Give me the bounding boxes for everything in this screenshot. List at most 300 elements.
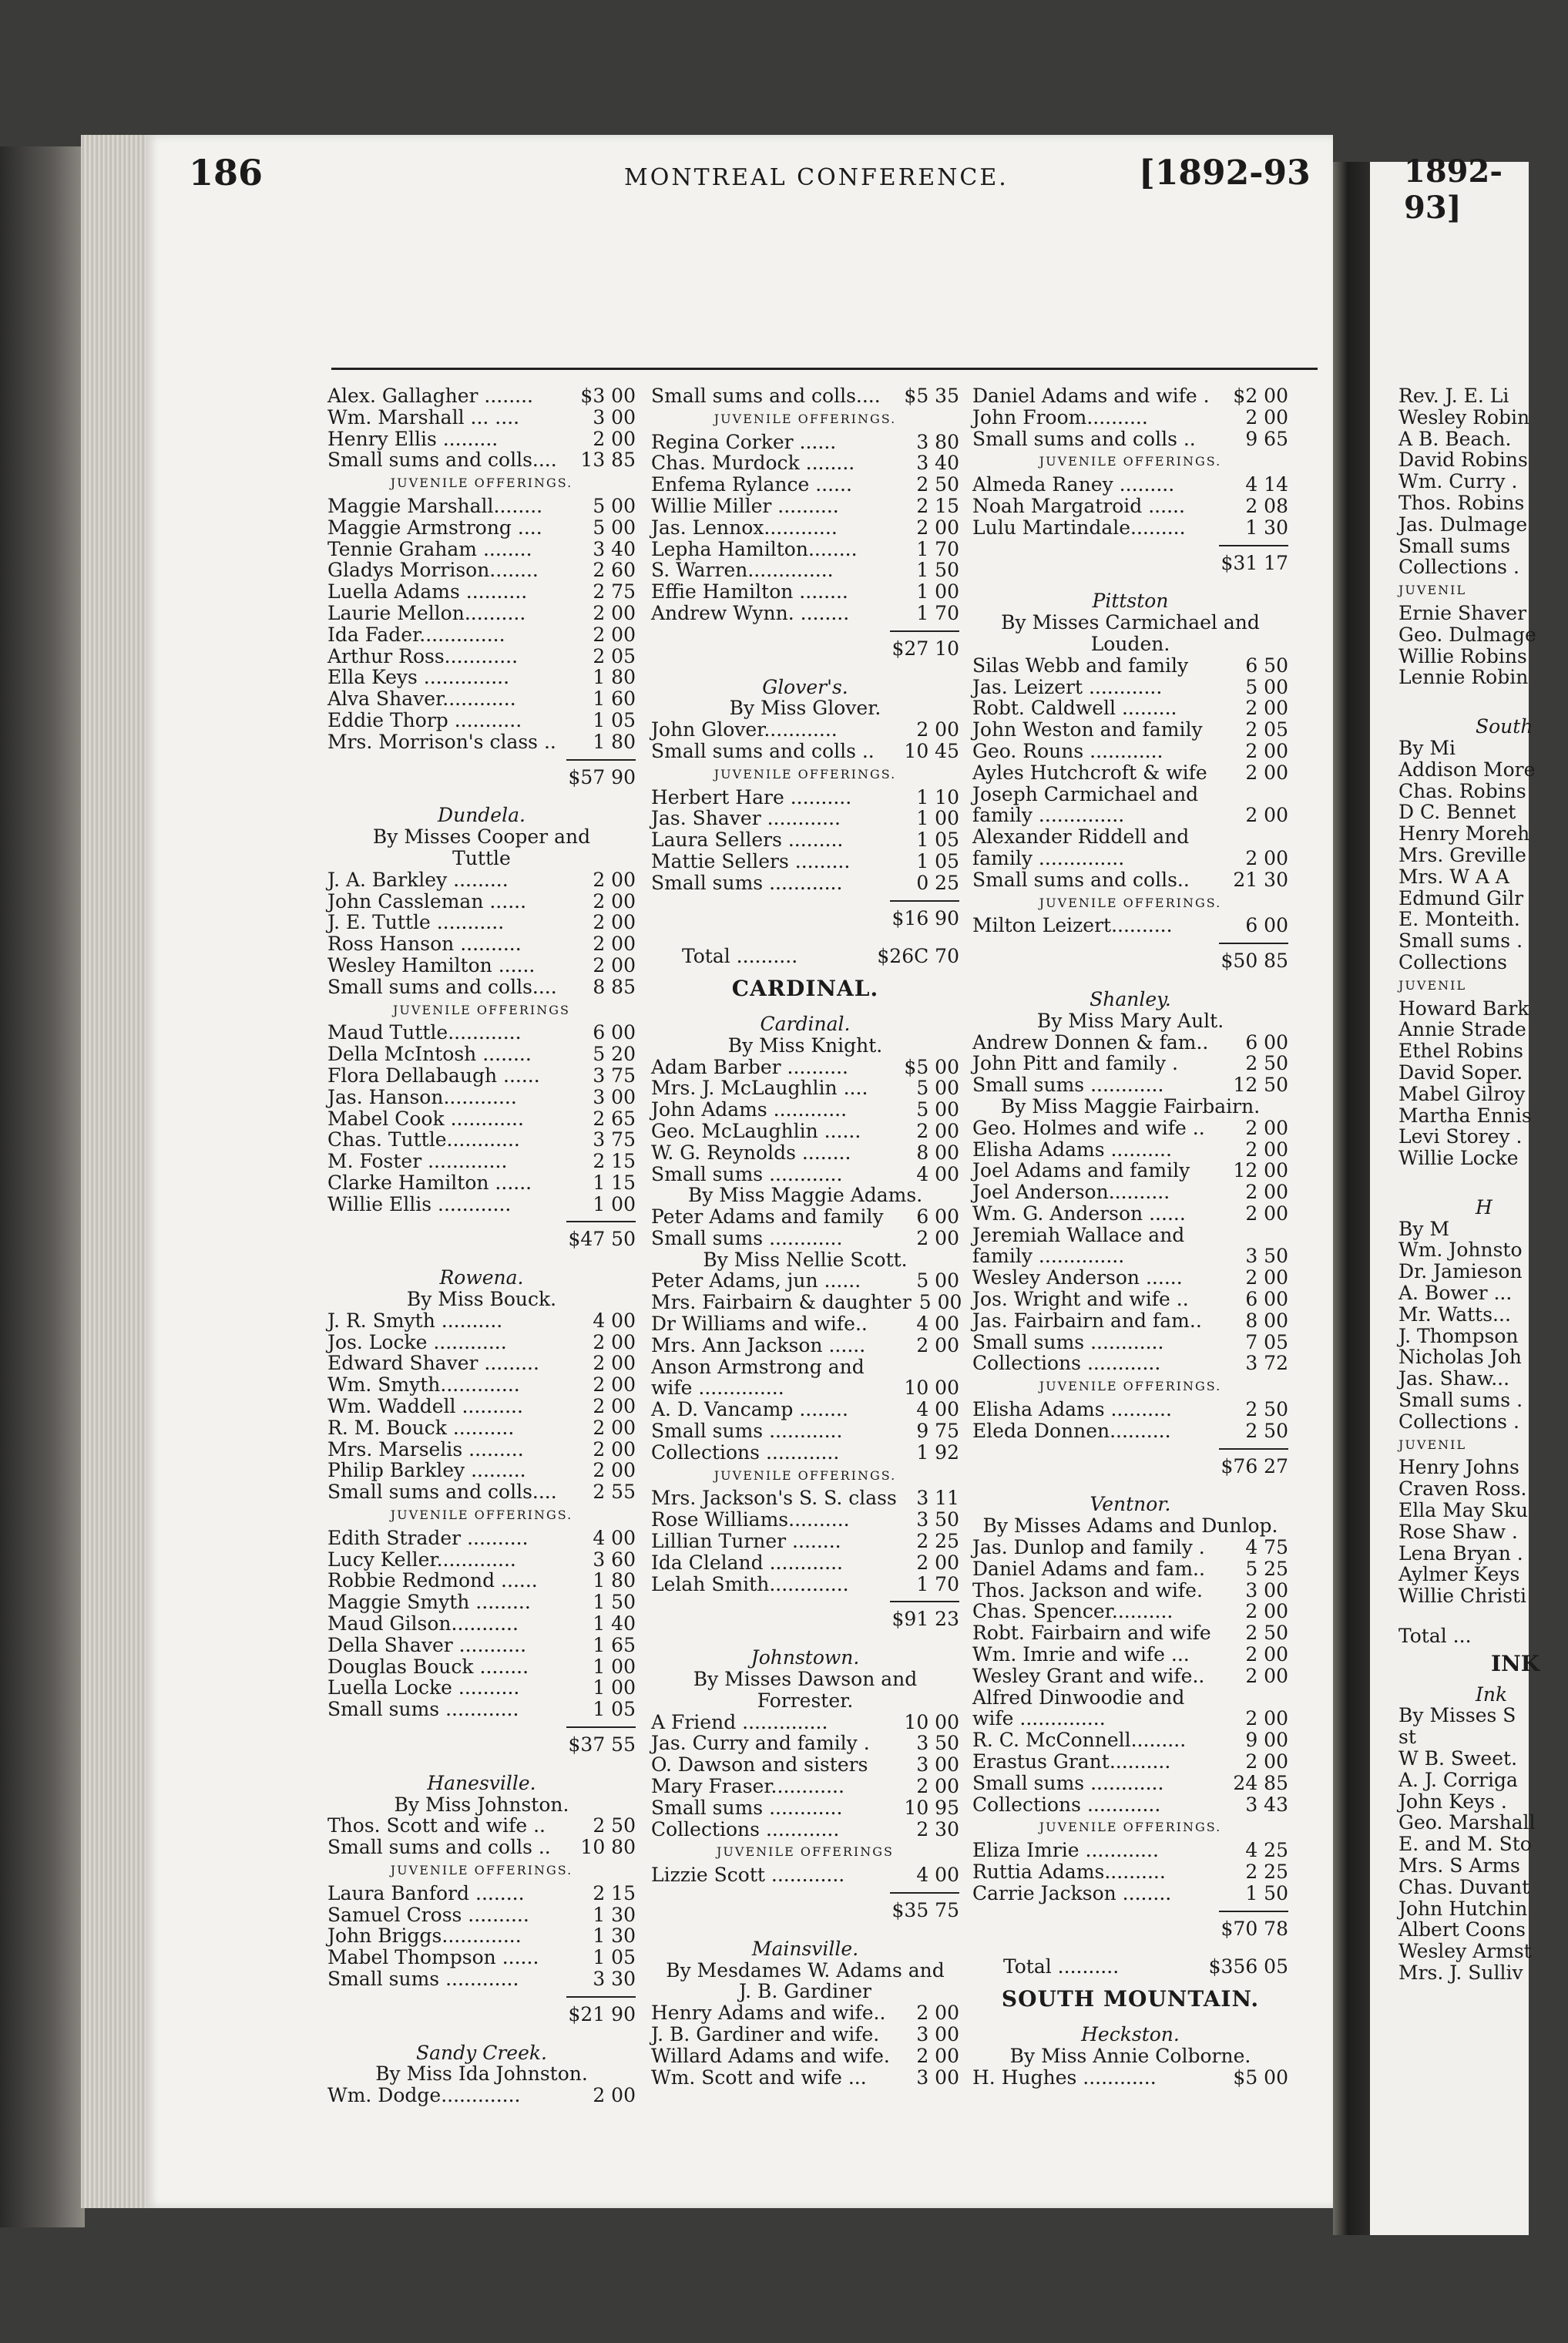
contribution-amount: 3 40 (916, 452, 959, 475)
contribution-amount: 8 00 (1245, 1309, 1288, 1332)
contribution-row (327, 1549, 636, 1571)
collector-line: By Misses Adams and Dunlop. (982, 1514, 1278, 1538)
contribution-row (1398, 1812, 1568, 1834)
contribution-row (1398, 536, 1568, 557)
contributor-name: Lelah Smith............. (651, 1572, 849, 1595)
subtotal: $21 90 (568, 2002, 636, 2025)
contributor-name: Addison More (1398, 758, 1536, 781)
contribution-row (651, 1776, 959, 1797)
contributor-name: Willie Christi (1398, 1585, 1527, 1608)
contributor-name: Wm. G. Anderson ...... (972, 1202, 1186, 1225)
page-gutter (1333, 162, 1370, 2235)
contribution-amount (1560, 407, 1568, 429)
circuit-heading: SOUTH MOUNTAIN. (1001, 1986, 1260, 2012)
contribution-row (1398, 1705, 1568, 1726)
contribution-row (1398, 449, 1568, 471)
contributor-name: Total ... (1398, 1625, 1472, 1648)
contribution-row (972, 1245, 1288, 1267)
contribution-amount (1560, 1812, 1568, 1834)
contributor-name: David Soper. (1398, 1061, 1523, 1084)
contribution-row (327, 891, 636, 913)
contribution-row (327, 407, 636, 429)
subtotal-rule (327, 1726, 636, 1728)
contribution-row (1398, 1919, 1568, 1941)
contribution-amount: 1 70 (916, 537, 959, 560)
contribution-row (972, 1053, 1288, 1074)
contribution-row (651, 829, 959, 851)
contribution-row (1398, 1898, 1568, 1920)
contributor-name: Albert Coons (1398, 1918, 1526, 1941)
right-page-year: 1892-93] (1404, 153, 1503, 226)
contribution-row (327, 1310, 636, 1332)
juvenile-offerings-heading: JUVENILE OFFERINGS. (713, 766, 897, 782)
contribution-amount (1560, 823, 1568, 845)
contribution-row (972, 1708, 1288, 1730)
contributor-name: Mrs. S Arms (1398, 1854, 1520, 1877)
contributor-name: Daniel Adams and fam.. (972, 1557, 1205, 1580)
contributor-name: Geo. Holmes and wife .. (972, 1116, 1205, 1139)
locality-heading: Heckston. (1081, 2022, 1180, 2046)
contributor-name: Wesley Robin (1398, 405, 1530, 429)
contribution-amount (1560, 759, 1568, 781)
contribution-row (1398, 1084, 1568, 1105)
contributor-name: E. and M. Sto (1398, 1833, 1532, 1856)
subtotal-rule (651, 900, 959, 902)
contribution-amount: 5 20 (593, 1043, 636, 1066)
contributor-name: Lulu Martindale......... (972, 516, 1186, 539)
contribution-amount: 1 00 (916, 807, 959, 830)
contribution-amount: 1 70 (916, 601, 959, 624)
contributor-name: Andrew Wynn. ........ (651, 601, 850, 624)
contribution-amount: 2 50 (1245, 1398, 1288, 1421)
contribution-amount: 2 60 (593, 559, 636, 582)
contribution-amount: 1 00 (593, 1192, 636, 1215)
juvenile-offerings-heading: JUVENILE OFFERINGS. (1039, 454, 1222, 469)
contribution-row (1398, 1239, 1568, 1261)
contributor-name: Edith Strader .......... (327, 1526, 529, 1549)
contribution-amount: 5 25 (1245, 1557, 1288, 1580)
running-title: MONTREAL CONFERENCE. (624, 164, 1009, 191)
contribution-amount: 2 00 (916, 516, 959, 539)
contribution-row (972, 1794, 1288, 1816)
contributor-name: John Froom.......... (972, 405, 1148, 429)
juvenile-offerings-heading: JUVENIL (1398, 977, 1467, 993)
contribution-amount: 2 00 (1245, 1664, 1288, 1687)
contribution-amount: 3 50 (916, 1508, 959, 1531)
contributor-name: Elisha Adams .......... (972, 1398, 1172, 1421)
contributor-name: Mrs. Jackson's S. S. class (651, 1487, 897, 1510)
contribution-row (327, 1699, 636, 1720)
contribution-row (1398, 1148, 1568, 1169)
contribution-amount: 2 00 (593, 427, 636, 450)
subtotal: $47 50 (568, 1228, 636, 1251)
contribution-row (651, 808, 959, 829)
contributor-name: Henry Adams and wife.. (651, 2002, 886, 2025)
contributor-name: Small sums and colls.... (327, 449, 557, 472)
contribution-amount: 1 80 (593, 730, 636, 753)
contribution-amount (1560, 556, 1568, 578)
contribution-row (651, 432, 959, 453)
contributor-name: Ella Keys .............. (327, 666, 510, 689)
contribution-row (651, 1228, 959, 1249)
contribution-amount (1560, 449, 1568, 471)
contributor-name: Enfema Rylance ...... (651, 473, 852, 496)
contributor-name: Martha Ennis (1398, 1104, 1532, 1127)
contributor-name: A B. Beach. (1398, 427, 1512, 450)
contribution-row (327, 1837, 636, 1858)
contribution-amount: 2 75 (593, 580, 636, 603)
contribution-amount: 2 50 (1245, 1052, 1288, 1075)
contribution-row (1398, 1411, 1568, 1433)
contribution-row (327, 667, 636, 688)
locality-heading: Cardinal. (760, 1012, 851, 1035)
contribution-amount (1281, 784, 1288, 805)
contribution-amount (1560, 1543, 1568, 1565)
contribution-row (651, 851, 959, 872)
contribution-amount (1560, 1941, 1568, 1962)
contributor-name: Eddie Thorp ........... (327, 708, 522, 731)
contribution-row (972, 1558, 1288, 1580)
contributor-name: Collections . (1398, 1410, 1519, 1433)
contribution-row (972, 1074, 1288, 1096)
contribution-row (651, 1733, 959, 1754)
contribution-row (327, 1194, 636, 1215)
contribution-row (972, 1666, 1288, 1687)
contribution-amount: 9 00 (1245, 1729, 1288, 1752)
contribution-amount: 2 00 (1245, 1643, 1288, 1666)
contribution-amount (1281, 826, 1288, 848)
contribution-amount: 10 00 (904, 1377, 959, 1400)
contribution-amount (1560, 1084, 1568, 1105)
contributor-name: Willie Miller .......... (651, 494, 839, 517)
contribution-row (651, 1420, 959, 1442)
contribution-row (651, 1057, 959, 1078)
contribution-amount (1560, 667, 1568, 688)
contributor-name: Laura Banford ........ (327, 1881, 525, 1904)
contribution-amount: 2 00 (1245, 1750, 1288, 1773)
contribution-amount: 2 00 (1245, 697, 1288, 720)
contribution-amount: 2 00 (593, 889, 636, 913)
contribution-row (327, 1883, 636, 1904)
contributor-name: Wm. Johnsto (1398, 1239, 1523, 1262)
locality-heading: H (1476, 1195, 1492, 1219)
contribution-row (327, 1151, 636, 1172)
contribution-row (972, 429, 1288, 450)
collector-line: By Misses Carmichael and (1001, 611, 1260, 634)
subtotal: $27 10 (891, 637, 959, 660)
contribution-amount (1560, 1346, 1568, 1368)
contribution-row (1398, 1478, 1568, 1500)
contributor-name: Lennie Robin (1398, 666, 1529, 689)
contribution-amount: 3 50 (916, 1732, 959, 1755)
contributor-name: Wesley Anderson ...... (972, 1266, 1183, 1289)
contribution-amount (1281, 1687, 1288, 1709)
juvenile-offerings-heading: JUVENILE OFFERINGS. (390, 1863, 573, 1877)
locality-heading: Johnstown. (750, 1646, 860, 1669)
contribution-amount: 2 00 (593, 601, 636, 624)
contributor-name: Geo. Dulmage (1398, 623, 1536, 646)
contributor-name: Laura Sellers ......... (651, 829, 844, 852)
contribution-row (327, 1044, 636, 1065)
contribution-amount (1560, 1304, 1568, 1326)
contributor-name: Anson Armstrong and (651, 1355, 865, 1378)
contribution-amount: 3 30 (593, 1967, 636, 1990)
contribution-amount (1560, 1877, 1568, 1898)
contributor-name: Collections ............ (651, 1440, 840, 1464)
contribution-amount (1560, 1521, 1568, 1543)
contribution-amount: 4 00 (593, 1309, 636, 1332)
contributor-name: Eleda Donnen.......... (972, 1419, 1171, 1442)
contribution-amount: 2 00 (1245, 1266, 1288, 1289)
contributor-name: Clarke Hamilton ...... (327, 1171, 532, 1194)
contributor-name: John Hutchin (1398, 1897, 1528, 1920)
contribution-row (1398, 802, 1568, 823)
contribution-row (651, 603, 959, 624)
contribution-row (651, 1509, 959, 1531)
contributor-name: Mrs. Marselis ......... (327, 1437, 524, 1461)
contribution-amount: 3 80 (916, 430, 959, 453)
contribution-amount (1560, 1705, 1568, 1726)
contribution-amount: 3 00 (916, 1753, 959, 1777)
contribution-row (651, 1531, 959, 1552)
contribution-row (1398, 1585, 1568, 1607)
contribution-amount (1560, 1457, 1568, 1478)
contribution-row (327, 977, 636, 998)
contributor-name: Mabel Thompson ...... (327, 1946, 539, 1969)
juvenile-offerings-heading: JUVENILE OFFERINGS. (713, 1467, 897, 1483)
contribution-row (972, 805, 1288, 826)
contribution-row (651, 1164, 959, 1185)
contribution-row (972, 719, 1288, 741)
contribution-amount (952, 1356, 959, 1378)
contribution-row (1398, 1500, 1568, 1521)
contribution-row (651, 452, 959, 474)
contribution-amount (1560, 888, 1568, 909)
contribution-row (1398, 667, 1568, 688)
contribution-row (1398, 385, 1568, 407)
contributor-name: Andrew Donnen & fam.. (972, 1030, 1209, 1054)
juvenile-offerings-heading: JUVENIL (1398, 1437, 1467, 1452)
locality-heading: South (1476, 715, 1533, 738)
collector-line: By Miss Nellie Scott. (703, 1248, 908, 1271)
contribution-amount: 3 40 (593, 537, 636, 560)
contribution-amount: 5 00 (916, 1077, 959, 1100)
contributor-name: Henry Johns (1398, 1456, 1519, 1479)
contribution-row (651, 1099, 959, 1121)
contributor-name: Ella May Sku (1398, 1499, 1529, 1522)
contribution-row (1398, 1726, 1568, 1748)
contributor-name: Mrs. Fairbairn & daughter (651, 1291, 912, 1314)
contribution-row (972, 1399, 1288, 1420)
contributor-name: J. Thompson (1398, 1324, 1519, 1347)
contributor-name: wife .............. (972, 1707, 1106, 1730)
contributor-name: Chas. Duvant (1398, 1875, 1530, 1898)
contributor-name: O. Dawson and sisters (651, 1753, 868, 1777)
contribution-row (327, 1656, 636, 1678)
subtotal-rule (651, 1601, 959, 1602)
contribution-amount (1560, 952, 1568, 973)
contribution-row (651, 1399, 959, 1420)
contributor-name: A. J. Corriga (1398, 1768, 1518, 1791)
contributor-name: Joel Adams and family (972, 1159, 1190, 1182)
contributor-name: Howard Bark (1398, 997, 1529, 1020)
contribution-amount: $5 35 (904, 385, 959, 407)
contributor-name: John Keys . (1398, 1790, 1507, 1813)
contribution-row (327, 449, 636, 471)
contribution-amount: 2 00 (916, 1333, 959, 1356)
collector-line: By Miss Knight. (727, 1034, 883, 1057)
contributor-name: E. Monteith. (1398, 908, 1520, 931)
contribution-row (1398, 646, 1568, 667)
contribution-amount: 6 00 (1245, 1288, 1288, 1311)
contribution-row (1398, 1543, 1568, 1565)
contribution-amount (1560, 1062, 1568, 1084)
contribution-row (972, 1861, 1288, 1883)
contribution-amount: 8 85 (593, 975, 636, 998)
contributor-name: Mrs. Greville (1398, 843, 1526, 866)
contribution-row (327, 1947, 636, 1968)
contributor-name: Geo. McLaughlin ...... (651, 1119, 861, 1142)
contribution-amount (1560, 1019, 1568, 1040)
contribution-row (327, 1592, 636, 1613)
contributor-name: Ross Hanson .......... (327, 933, 522, 956)
contributor-name: Ruttia Adams.......... (972, 1861, 1166, 1883)
contribution-row (327, 1677, 636, 1699)
contribution-amount (1560, 1148, 1568, 1169)
contribution-row (651, 2024, 959, 2046)
contribution-amount: 2 00 (1245, 1138, 1288, 1161)
subtotal: $70 78 (1220, 1917, 1288, 1940)
contributor-name: Della Shaver ........... (327, 1633, 527, 1656)
locality-heading: Hanesville. (427, 1771, 536, 1794)
contribution-amount: 5 00 (593, 494, 636, 517)
subtotal: $50 85 (1220, 950, 1288, 973)
contribution-row (651, 1712, 959, 1733)
contributor-name: Lillian Turner ........ (651, 1530, 841, 1553)
juvenile-offerings-heading: JUVENILE OFFERINGS (717, 1844, 894, 1860)
contribution-row (327, 2085, 636, 2106)
collector-line: By Miss Annie Colborne. (1009, 2044, 1251, 2067)
contributor-name: H. Hughes ............ (972, 2066, 1157, 2089)
contribution-row (651, 872, 959, 894)
contributor-name: Mr. Watts... (1398, 1303, 1511, 1326)
contribution-row (327, 517, 636, 539)
contribution-row (651, 1442, 959, 1464)
contribution-row (327, 912, 636, 933)
contribution-row (1398, 1834, 1568, 1855)
contributor-name: Willie Ellis ............ (327, 1192, 512, 1215)
contribution-row (1398, 1877, 1568, 1898)
contribution-amount: 2 00 (593, 1416, 636, 1439)
contribution-row (1398, 624, 1568, 646)
contribution-amount (1560, 1239, 1568, 1261)
contribution-amount: 2 00 (593, 1352, 636, 1375)
collector-line: By Miss Maggie Adams. (687, 1184, 923, 1207)
contribution-amount: 3 60 (593, 1548, 636, 1571)
contribution-amount (1560, 536, 1568, 557)
subtotal-rule (327, 1996, 636, 1998)
contribution-amount: 1 50 (593, 1591, 636, 1614)
contributor-name: Wesley Hamilton ...... (327, 953, 536, 977)
contribution-amount (1560, 646, 1568, 667)
header-rule (331, 368, 1318, 370)
contributor-name: Small sums and colls .. (327, 1836, 551, 1859)
contribution-amount: 4 00 (916, 1162, 959, 1185)
contributor-name: Mrs. J. Sulliv (1398, 1961, 1523, 1984)
contributor-name: Thos. Jackson and wife. (972, 1578, 1203, 1602)
contribution-amount: 1 00 (593, 1655, 636, 1678)
page-number: 186 (189, 152, 264, 193)
contributor-name: Small sums and colls.. (972, 868, 1190, 891)
contributor-name: Milton Leizert.......... (972, 914, 1173, 937)
juvenile-offerings-heading: JUVENILE OFFERINGS (393, 1002, 570, 1017)
contribution-amount: 1 05 (916, 829, 959, 852)
contribution-row (651, 719, 959, 741)
contributor-name: Small sums ............ (651, 871, 843, 894)
contribution-amount: 6 50 (1245, 654, 1288, 677)
contributor-name: Douglas Bouck ........ (327, 1655, 529, 1678)
contribution-row (327, 581, 636, 603)
contributor-name: Jeremiah Wallace and (972, 1223, 1185, 1246)
contribution-amount (1560, 1585, 1568, 1607)
contribution-row (972, 1310, 1288, 1332)
contribution-amount (1560, 1564, 1568, 1585)
contribution-amount (1560, 1625, 1568, 1647)
contributor-name: Arthur Ross............ (327, 644, 519, 667)
contributor-name: family .............. (972, 804, 1125, 827)
contribution-row (1398, 888, 1568, 909)
contributor-name: Jas. Dulmage (1398, 513, 1528, 536)
contribution-row (327, 1904, 636, 1926)
contributor-name: Annie Strade (1398, 1018, 1526, 1041)
collector-line: By Miss Johnston. (394, 1793, 569, 1816)
contributor-name: Peter Adams, jun ...... (651, 1269, 861, 1293)
contribution-row (972, 677, 1288, 698)
contributor-name: Small sums (1398, 534, 1511, 557)
book-binding (0, 146, 85, 2227)
contribution-amount: 2 00 (916, 718, 959, 741)
contribution-row (1398, 845, 1568, 866)
contribution-amount: 2 05 (593, 644, 636, 667)
contributor-name: Eliza Imrie ............ (972, 1839, 1159, 1862)
contribution-amount: 2 00 (1245, 1707, 1288, 1730)
contributor-name: Jas. Shaver ............ (651, 807, 841, 830)
contributor-name: David Robins (1398, 449, 1528, 472)
contribution-row (1398, 1368, 1568, 1390)
contribution-amount: 2 15 (916, 494, 959, 517)
collector-line: By Miss Maggie Fairbairn. (1000, 1094, 1261, 1118)
subtotal: $37 55 (568, 1733, 636, 1756)
contributor-name: Chas. Robins (1398, 779, 1526, 802)
contribution-row (1398, 1105, 1568, 1127)
contributor-name: Small sums ............ (327, 1967, 519, 1990)
contribution-amount: $5 00 (904, 1055, 959, 1078)
collector-line: By Misses Cooper and (372, 825, 591, 849)
contribution-row (327, 560, 636, 581)
contribution-amount: 2 00 (1245, 1116, 1288, 1139)
contributor-name: Mrs. Ann Jackson ...... (651, 1333, 866, 1356)
header-year: [1892-93 (1139, 153, 1311, 193)
contribution-amount (1560, 1390, 1568, 1411)
contributor-name: Lena Bryan . (1398, 1541, 1523, 1565)
contribution-amount (1560, 781, 1568, 802)
contributor-name: Jas. Leizert ............ (972, 675, 1163, 698)
contribution-row (327, 1968, 636, 1990)
contribution-row (972, 1687, 1288, 1709)
column-2 (651, 385, 962, 2089)
contribution-amount: 4 00 (916, 1313, 959, 1336)
contribution-amount: 2 00 (593, 1395, 636, 1418)
